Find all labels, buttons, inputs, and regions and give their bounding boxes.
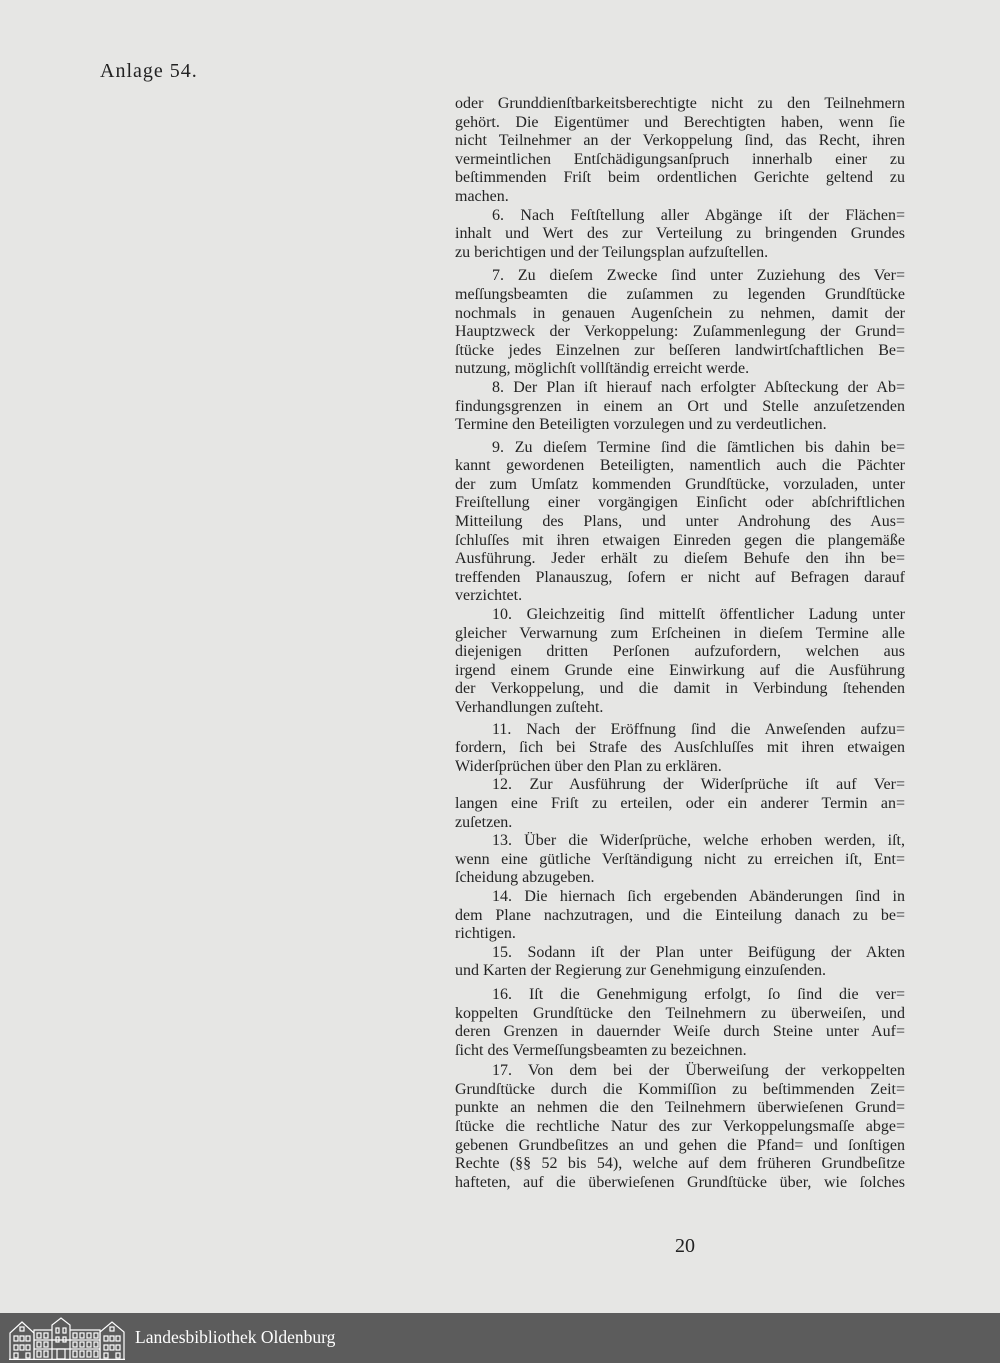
text-line: koppelten Grundſtücke den Teilnehmern zu überweiſen, und bbox=[455, 1004, 905, 1022]
library-building-icon bbox=[8, 1316, 126, 1360]
text-line: 13. Über die Widerſprüche, welche erhoben werden, iſt, bbox=[492, 832, 905, 850]
text-line: nochmals in genauen Augenſchein zu nehmen, damit der bbox=[455, 304, 905, 322]
text-line: verzichtet. bbox=[455, 587, 523, 605]
paragraph bbox=[455, 207, 905, 263]
text-line: beſtimmenden Friſt beim ordentlichen Gerichte geltend zu bbox=[455, 169, 905, 187]
text-line: der Verkoppelung, und die damit in Verbindung ſtehenden bbox=[455, 680, 905, 698]
text-line: 14. Die hiernach ſich ergebenden Abänderungen ſind in bbox=[492, 887, 905, 905]
text-line: irgend einem Grunde eine Einwirkung auf die Ausführung bbox=[455, 661, 905, 679]
text-line: deren Grenzen in dauernder Weiſe durch Steine unter Auf= bbox=[455, 1023, 905, 1041]
text-line: gebenen Grundbeſitzes an und gehen die Pfand= und ſonſtigen bbox=[455, 1136, 905, 1154]
text-line: Termine den Beteiligten vorzulegen und zu verdeutlichen. bbox=[455, 416, 827, 434]
text-line: Verhandlungen zuſteht. bbox=[455, 699, 604, 716]
text-line: treffenden Planauszug, ſofern er nicht auf Befragen darauf bbox=[455, 568, 905, 586]
text-line: kannt gewordenen Beteiligten, namentlich auch die Pächter bbox=[455, 457, 905, 475]
text-line: ſcheidung abzugeben. bbox=[455, 869, 595, 887]
text-line: und Karten der Regierung zur Genehmigung einzuſenden. bbox=[455, 962, 826, 980]
paragraph bbox=[455, 379, 905, 435]
paragraph bbox=[455, 832, 905, 888]
text-line: Hauptzweck der Verkoppelung: Zuſammenlegung der Grund= bbox=[455, 323, 905, 341]
paragraph bbox=[455, 95, 905, 207]
text-line: inhalt und Wert des zur Verteilung zu bringenden Grundes bbox=[455, 225, 905, 243]
text-line: langen eine Friſt zu erteilen, oder ein anderer Termin an= bbox=[455, 794, 905, 812]
library-name: Landesbibliothek Oldenburg bbox=[135, 1327, 336, 1347]
text-line: 15. Sodann iſt der Plan unter Beifügung der Akten bbox=[492, 943, 905, 961]
text-line: Mitteilung des Plans, und unter Androhung des Aus= bbox=[455, 513, 905, 531]
paragraph bbox=[455, 606, 905, 718]
paragraph bbox=[455, 1062, 905, 1192]
text-line: nutzung, möglichſt vollſtändig erreicht werde. bbox=[455, 360, 750, 378]
paragraph bbox=[455, 986, 905, 1060]
text-line: ſtücke die rechtliche Natur des zur Verkoppelungsmaſſe abge= bbox=[455, 1118, 905, 1136]
text-line: Ausführung. Jeder erhält zu dieſem Behufe den ihn be= bbox=[455, 550, 905, 568]
paragraph bbox=[455, 776, 905, 832]
text-line: zu berichtigen und der Teilungsplan aufzuſtellen. bbox=[455, 243, 769, 261]
text-line: meſſungsbeamten die zuſammen zu legenden Grundſtücke bbox=[455, 285, 905, 303]
text-line: hafteten, auf die überwieſenen Grundſtücke über, wie ſolches bbox=[455, 1173, 905, 1191]
text-line: gehört. Die Eigentümer und Berechtigten haben, wenn ſie bbox=[455, 113, 905, 131]
text-line: diejenigen dritten Perſonen aufzufordern, welchen aus bbox=[455, 643, 905, 661]
text-line: 17. Von dem bei der Überweiſung der verkoppelten bbox=[492, 1062, 905, 1080]
text-line: 16. Iſt die Genehmigung erfolgt, ſo ſind die ver= bbox=[492, 985, 905, 1003]
text-line: dem Plane nachzutragen, und die Einteilung danach zu be= bbox=[455, 906, 905, 924]
text-line: 9. Zu dieſem Termine ſind die ſämtlichen bis dahin be= bbox=[492, 438, 905, 456]
text-line: Freiſtellung einer vorgängigen Einſicht oder abſchriftlichen bbox=[455, 494, 905, 512]
text-line: 7. Zu dieſem Zwecke ſind unter Zuziehung des Ver= bbox=[492, 267, 905, 285]
paragraph bbox=[455, 721, 905, 777]
text-line: fordern, ſich bei Strafe des Ausſchluſſes mit ihren etwaigen bbox=[455, 739, 905, 757]
page-number: 20 bbox=[675, 1235, 695, 1257]
text-line: Rechte (§§ 52 bis 54), welche auf dem früheren Grundbeſitze bbox=[455, 1155, 905, 1173]
text-line: ſicht des Vermeſſungsbeamten zu bezeichnen. bbox=[455, 1041, 747, 1059]
text-line: 8. Der Plan iſt hierauf nach erfolgter Abſteckung der Ab= bbox=[492, 378, 905, 396]
text-line: 6. Nach Feſtſtellung aller Abgänge iſt der Flächen= bbox=[492, 206, 905, 224]
text-line: gleicher Verwarnung zum Erſcheinen in dieſem Termine alle bbox=[455, 624, 905, 642]
text-line: 10. Gleichzeitig ſind mittelſt öffentlicher Ladung unter bbox=[492, 606, 905, 624]
footer-bar bbox=[0, 1313, 1000, 1363]
text-line: machen. bbox=[455, 187, 509, 205]
body-text-column bbox=[455, 95, 905, 1192]
paragraph bbox=[455, 267, 905, 379]
text-line: zuſetzen. bbox=[455, 813, 513, 831]
text-line: ſchluſſes mit ihren etwaigen Einreden gegen die plangemäße bbox=[455, 531, 905, 549]
text-line: Widerſprüchen über den Plan zu erklären. bbox=[455, 757, 722, 775]
text-line: Grundſtücke durch die Kommiſſion zu beſtimmenden Zeit= bbox=[455, 1080, 905, 1098]
text-line: vermeintlichen Entſchädigungsanſpruch innerhalb einer zu bbox=[455, 150, 905, 168]
paragraph bbox=[455, 944, 905, 981]
text-line: nicht Teilnehmer an der Verkoppelung ſind, das Recht, ihren bbox=[455, 132, 905, 150]
text-line: findungsgrenzen in einem an Ort und Stelle anzuſetzenden bbox=[455, 397, 905, 415]
text-line: der zum Umſatz kommenden Grundſtücke, vorzuladen, unter bbox=[455, 475, 905, 493]
paragraph bbox=[455, 888, 905, 944]
paragraph bbox=[455, 439, 905, 606]
text-line: 11. Nach der Eröffnung ſind die Anweſenden aufzu= bbox=[492, 720, 905, 738]
text-line: 12. Zur Ausführung der Widerſprüche iſt auf Ver= bbox=[492, 776, 905, 794]
text-line: richtigen. bbox=[455, 925, 516, 943]
text-line: wenn eine gütliche Verſtändigung nicht zu erreichen iſt, Ent= bbox=[455, 850, 905, 868]
running-head: Anlage 54. bbox=[100, 60, 198, 82]
text-line: punkte an nehmen die den Teilnehmern überwieſenen Grund= bbox=[455, 1099, 905, 1117]
text-line: ſtücke jedes Einzelnen zur beſſeren landwirtſchaftlichen Be= bbox=[455, 341, 905, 359]
text-line: oder Grunddienſtbarkeitsberechtigte nicht zu den Teilnehmern bbox=[455, 95, 905, 112]
